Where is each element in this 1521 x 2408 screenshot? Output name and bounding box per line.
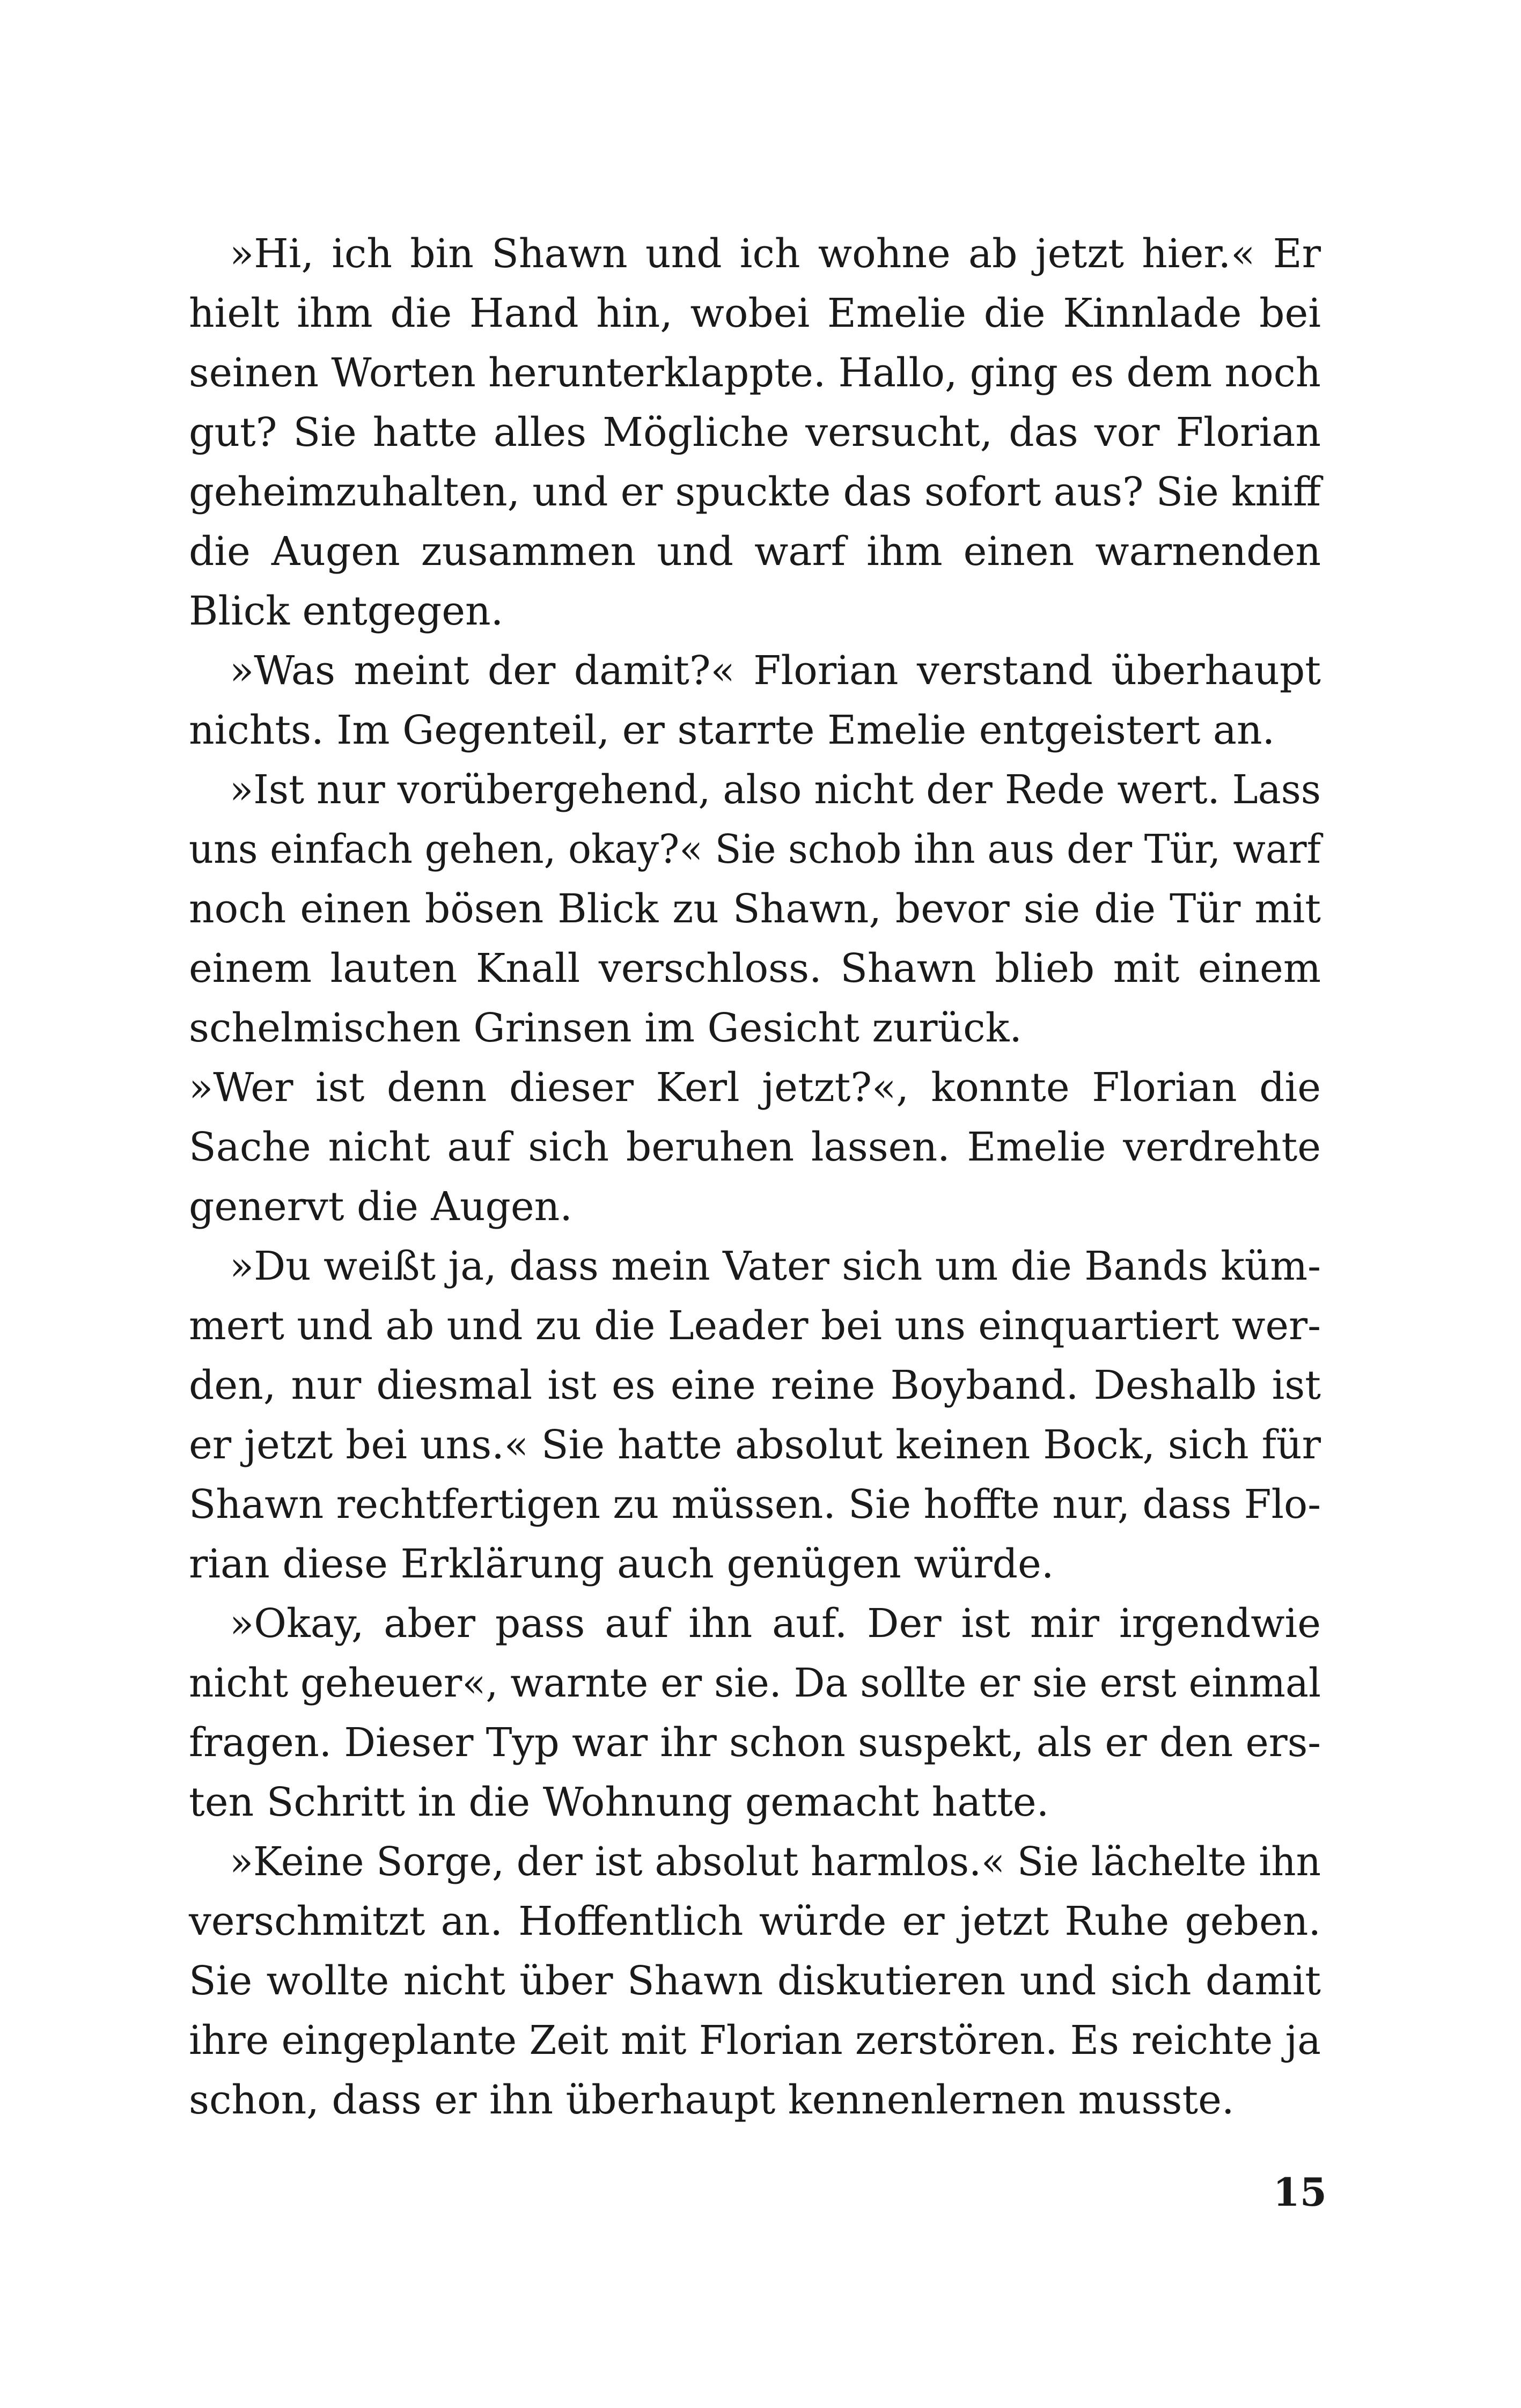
text-line: schon, dass er ihn überhaupt kennenlernen musste. (189, 2077, 1235, 2123)
text-line: Shawn rechtfertigen zu müssen. Sie hoffte nur, dass Flo- (189, 1481, 1321, 1528)
text-line: »Wer ist denn dieser Kerl jetzt?«, konnte Florian die (189, 1064, 1321, 1111)
text-line: noch einen bösen Blick zu Shawn, bevor sie die Tür mit (189, 886, 1321, 932)
text-line: verschmitzt an. Hoffentlich würde er jetzt Ruhe geben. (189, 1898, 1321, 1944)
text-line: seinen Worten herunterklappte. Hallo, ging es dem noch (189, 350, 1321, 396)
text-line: ihre eingeplante Zeit mit Florian zerstören. Es reichte ja (189, 2017, 1321, 2064)
text-line: »Hi, ich bin Shawn und ich wohne ab jetzt hier.« Er (230, 231, 1321, 277)
text-line: »Keine Sorge, der ist absolut harmlos.« Sie lächelte ihn (230, 1839, 1321, 1885)
text-line: nichts. Im Gegenteil, er starrte Emelie entgeistert an. (189, 707, 1275, 753)
text-line: hielt ihm die Hand hin, wobei Emelie die Kinnlade bei (189, 290, 1321, 336)
text-line: schelmischen Grinsen im Gesicht zurück. (189, 1005, 1022, 1051)
text-line: uns einfach gehen, okay?« Sie schob ihn aus der Tür, warf (189, 826, 1321, 872)
text-line: die Augen zusammen und warf ihm einen warnenden (189, 528, 1321, 575)
text-line: mert und ab und zu die Leader bei uns einquartiert wer- (189, 1303, 1321, 1349)
text-line: »Ist nur vorübergehend, also nicht der Rede wert. Lass (230, 767, 1321, 813)
text-line: geheimzuhalten, und er spuckte das sofort aus? Sie kniff (189, 469, 1321, 515)
text-line: »Was meint der damit?« Florian verstand überhaupt (230, 648, 1321, 694)
text-line: rian diese Erklärung auch genügen würde. (189, 1541, 1054, 1587)
text-line: »Du weißt ja, dass mein Vater sich um die Bands küm- (230, 1243, 1321, 1289)
text-line: einem lauten Knall verschloss. Shawn blieb mit einem (189, 945, 1321, 992)
page-number: 15 (1273, 2169, 1327, 2215)
body-text (189, 224, 1321, 2130)
text-line: gut? Sie hatte alles Mögliche versucht, das vor Florian (189, 409, 1321, 456)
text-line: »Okay, aber pass auf ihn auf. Der ist mir irgendwie (230, 1601, 1321, 1647)
text-line: den, nur diesmal ist es eine reine Boyband. Deshalb ist (189, 1362, 1321, 1408)
text-line: nicht geheuer«, warnte er sie. Da sollte er sie erst einmal (189, 1660, 1321, 1706)
text-line: Sie wollte nicht über Shawn diskutieren und sich damit (189, 1958, 1321, 2004)
text-line: ten Schritt in die Wohnung gemacht hatte. (189, 1779, 1049, 1825)
text-line: Blick entgegen. (189, 588, 504, 634)
text-line: er jetzt bei uns.« Sie hatte absolut keinen Bock, sich für (189, 1422, 1321, 1468)
text-line: fragen. Dieser Typ war ihr schon suspekt, als er den ers- (189, 1720, 1321, 1766)
text-line: Sache nicht auf sich beruhen lassen. Emelie verdrehte (189, 1124, 1321, 1170)
text-line: genervt die Augen. (189, 1184, 572, 1230)
